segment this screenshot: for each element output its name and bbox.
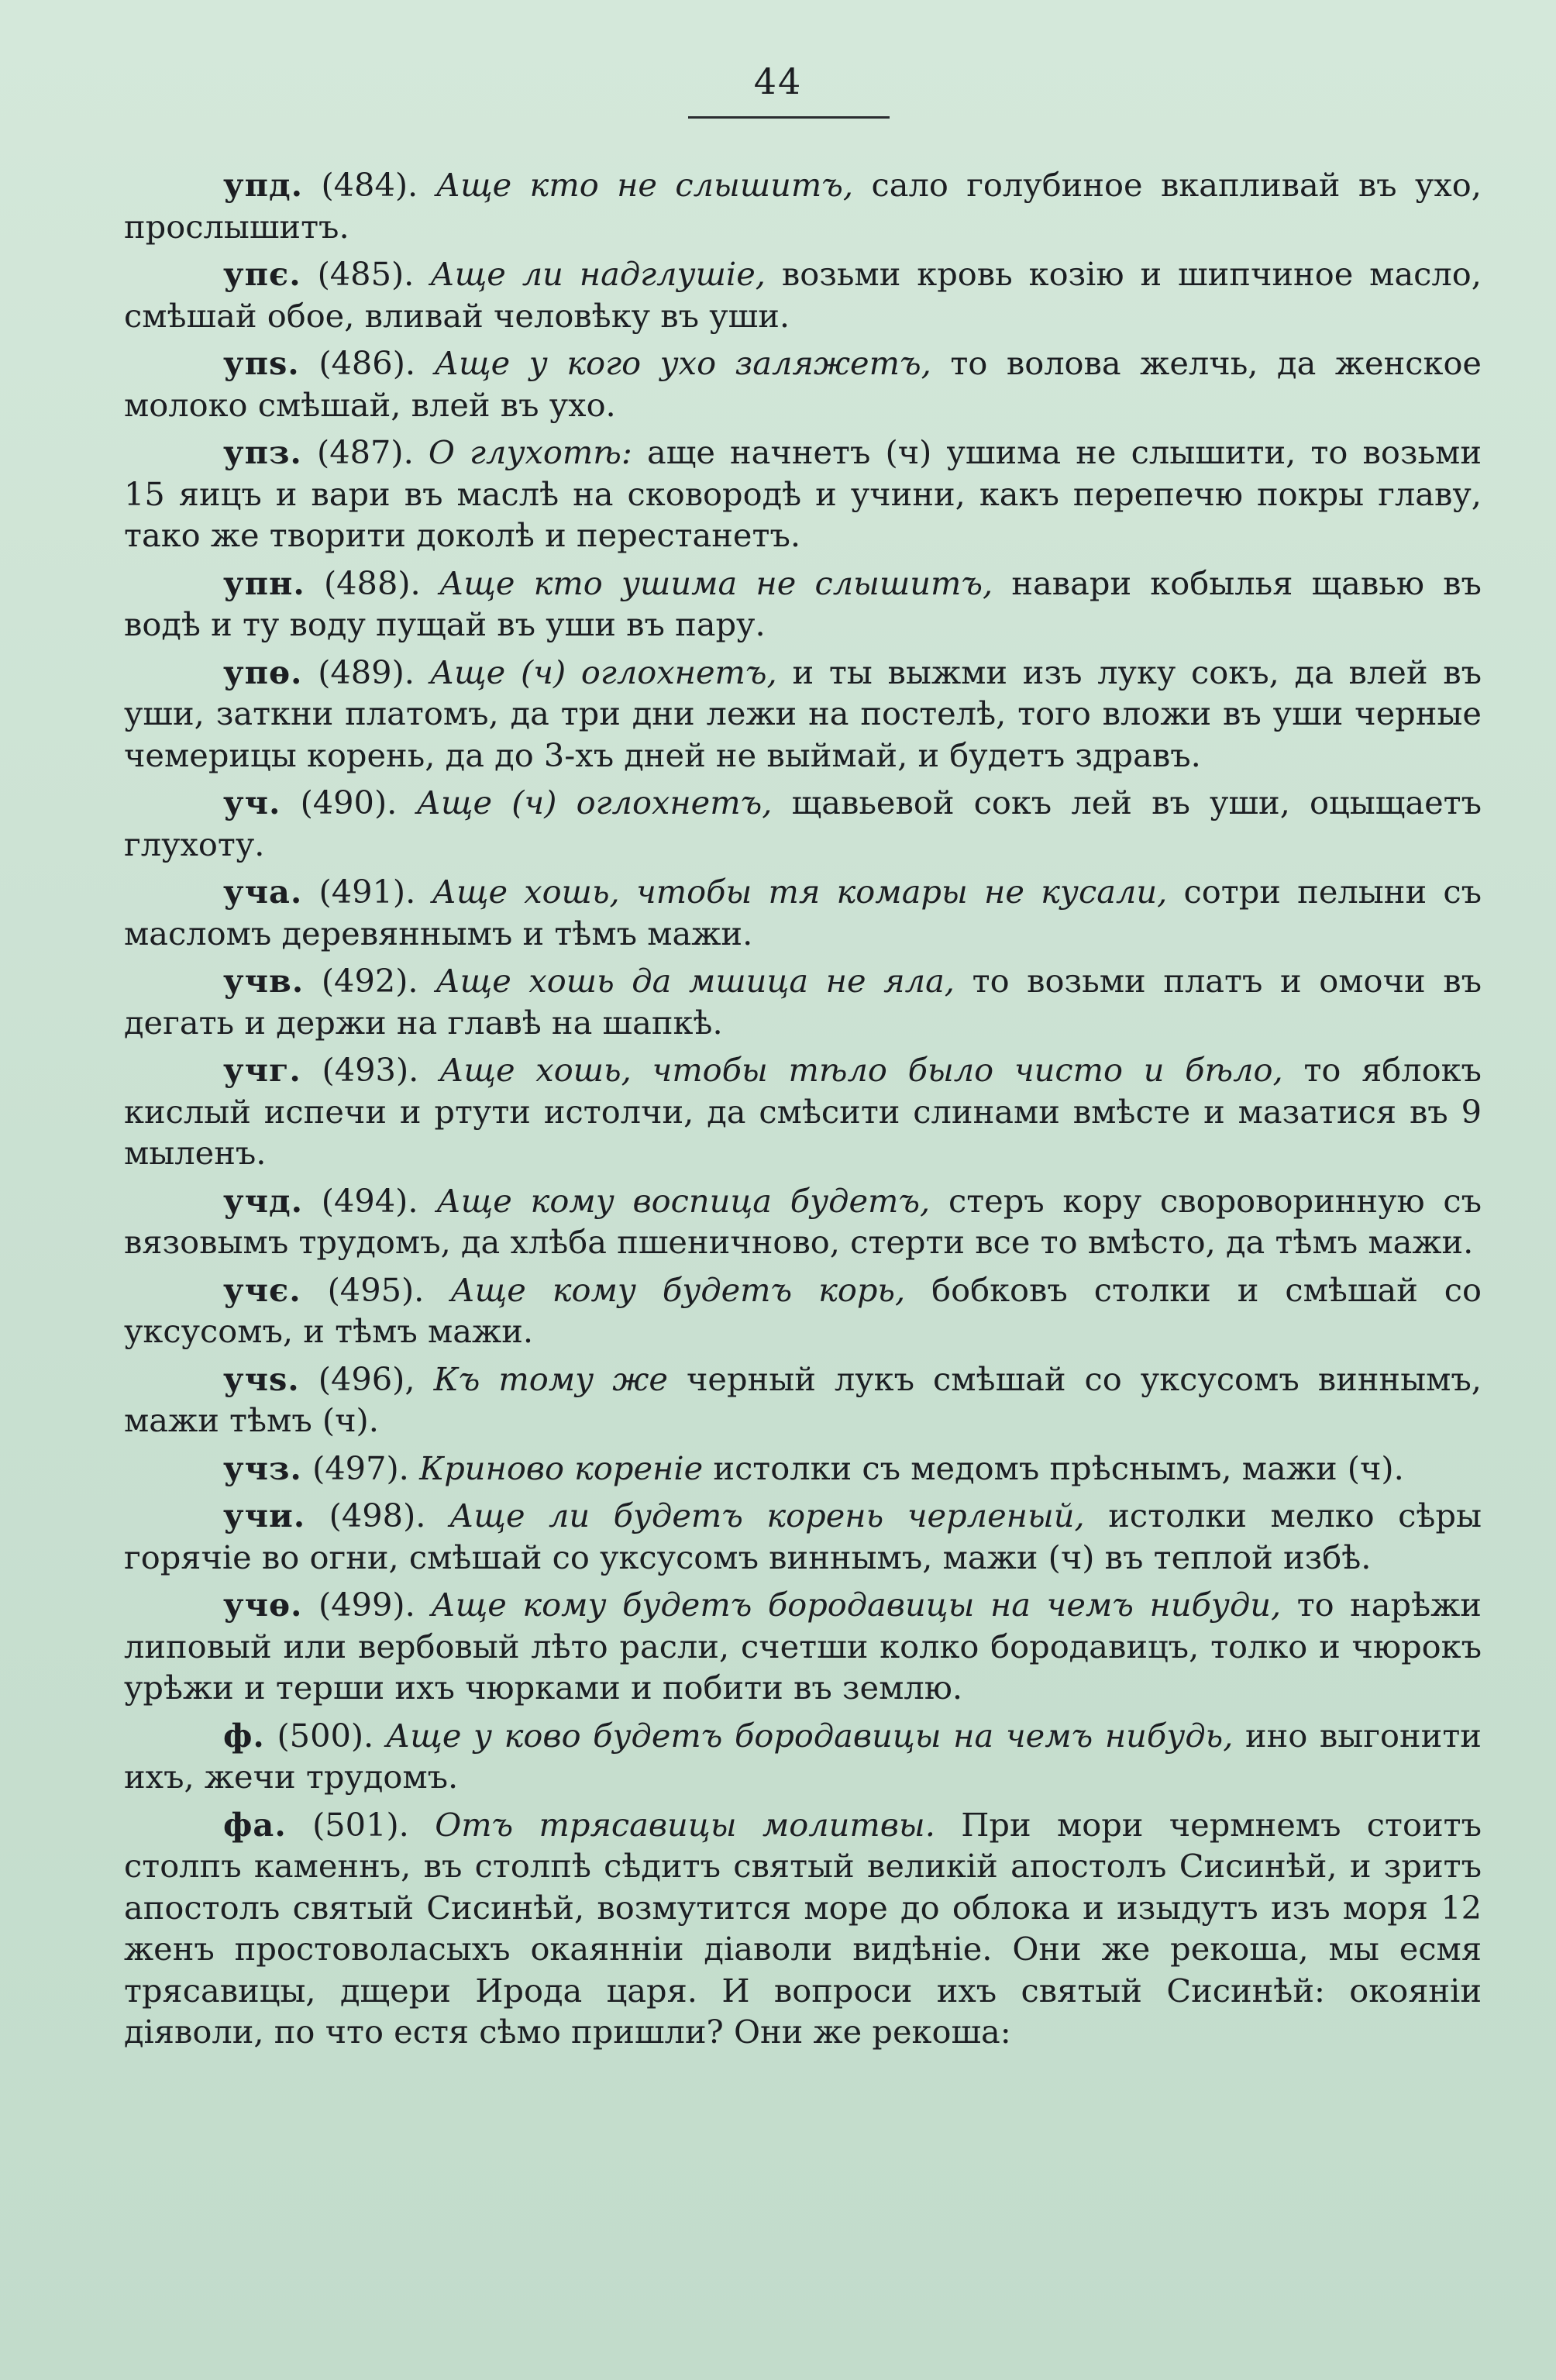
entry-number: учв. <box>223 962 305 1000</box>
entry-title: Аще кому будетъ корь, <box>450 1270 906 1309</box>
recipe-entry <box>124 1804 1482 2053</box>
entry-body: стеръ кору свороворинную съ вязовымъ трудомъ, да хлѣба пшеничново, стерти все то вмѣсто, да тѣмъ мажи. <box>124 1181 1482 1261</box>
entry-body: истолки съ медомъ прѣснымъ, мажи (ч). <box>713 1448 1404 1487</box>
entry-number: упн. <box>223 563 305 602</box>
entry-body: и ты выжми изъ луку сокъ, да влей въ уши, заткни платомъ, да три дни лежи на постелѣ, того вложи въ уши черные чемерицы корень, да до 3-хъ дней не выймай, и будетъ здравъ. <box>124 653 1482 774</box>
entry-number: учд. <box>223 1181 304 1220</box>
entry-body: аще начнетъ (ч) ушима не слышити, то возьми 15 яицъ и вари въ маслѣ на сковородѣ и учини, какъ перепечю покры главу, тако же творити доколѣ и перестанетъ. <box>124 433 1482 554</box>
recipe-entry <box>124 1359 1482 1441</box>
entry-reference: (491). <box>318 873 416 911</box>
entries-list <box>124 164 1482 2059</box>
entry-number: ф. <box>223 1716 265 1755</box>
recipe-entry <box>124 1180 1482 1263</box>
entry-reference: (485). <box>317 255 415 293</box>
entry-reference: (494). <box>321 1181 418 1220</box>
entry-title: Криново кореніе <box>419 1448 704 1487</box>
entry-body: то волова желчь, да женское молоко смѣшай, влей въ ухо. <box>124 344 1482 424</box>
entry-number: учз. <box>223 1448 302 1487</box>
entry-body: то яблокъ кислый испечи и ртути истолчи, да смѣсити слинами вмѣсте и мазатися въ 9 мыленъ. <box>124 1051 1482 1172</box>
entry-number: уч. <box>223 784 281 821</box>
recipe-entry <box>124 1269 1482 1352</box>
recipe-entry <box>124 1584 1482 1709</box>
recipe-entry <box>124 1448 1482 1490</box>
recipe-entry <box>124 343 1482 425</box>
entry-title: Аще (ч) оглохнетъ, <box>416 784 773 821</box>
entry-title: Аще (ч) оглохнетъ, <box>429 653 777 691</box>
entry-title: Аще кто не слышитъ, <box>435 166 854 204</box>
entry-reference: (488). <box>323 563 421 602</box>
entry-reference: (498). <box>329 1497 426 1534</box>
recipe-entry <box>124 960 1482 1043</box>
entry-title: Аще хошь, чтобы тѣло было чисто и бѣло, <box>439 1051 1283 1089</box>
entry-body: сало голубиное вкапливай въ ухо, прослышитъ. <box>124 166 1482 246</box>
entry-number: упѳ. <box>223 653 303 691</box>
entry-body: истолки мелко сѣры горячіе во огни, смѣшай со уксусомъ виннымъ, мажи (ч) въ теплой избѣ. <box>124 1497 1482 1576</box>
entry-number: упд. <box>223 166 304 204</box>
entry-reference: (501). <box>312 1805 409 1844</box>
recipe-entry <box>124 432 1482 556</box>
entry-body: то возьми платъ и омочи въ дегать и держи на главѣ на шапкѣ. <box>124 962 1482 1042</box>
entry-body: сотри пелыни съ масломъ деревяннымъ и тѣмъ мажи. <box>124 873 1482 952</box>
entry-number: учг. <box>223 1051 301 1089</box>
entry-title: О глухотѣ: <box>428 433 632 471</box>
entry-reference: (500). <box>277 1716 374 1755</box>
entry-number: учѳ. <box>223 1586 303 1624</box>
entry-reference: (487). <box>317 433 414 471</box>
entry-number: упз. <box>223 433 302 471</box>
recipe-entry <box>124 1049 1482 1174</box>
page-number: 44 <box>753 60 803 102</box>
entry-body: бобковъ столки и смѣшай со уксусомъ, и тѣмъ мажи. <box>124 1270 1482 1350</box>
entry-reference: (489). <box>318 653 415 691</box>
entry-reference: (484). <box>321 166 418 204</box>
entry-body: навари кобылья щавью въ водѣ и ту воду пущай въ уши въ пару. <box>124 563 1482 643</box>
entry-reference: (495). <box>327 1270 425 1309</box>
entry-reference: (497). <box>312 1448 409 1487</box>
entry-title: Аще кто ушима не слышитъ, <box>439 563 993 602</box>
entry-number: фа. <box>223 1805 287 1844</box>
entry-number: учѕ. <box>223 1359 300 1398</box>
entry-title: Аще хошь да мшица не яла, <box>435 962 955 1000</box>
entry-reference: (486). <box>318 344 416 382</box>
entry-reference: (492). <box>321 962 418 1000</box>
entry-title: Аще хошь, чтобы тя комары не кусали, <box>432 873 1168 911</box>
entry-title: Къ тому же <box>433 1359 668 1398</box>
recipe-entry <box>124 871 1482 954</box>
entry-reference: (496), <box>318 1359 415 1398</box>
entry-title: Аще у ково будетъ бородавицы на чемъ нибудь, <box>385 1716 1234 1755</box>
recipe-entry <box>124 652 1482 777</box>
entry-body: щавьевой сокъ лей въ уши, оцыщаетъ глухоту. <box>124 784 1482 863</box>
entry-title: Аще у кого ухо заляжетъ, <box>434 344 931 382</box>
header-rule <box>688 116 890 119</box>
entry-reference: (493). <box>322 1051 419 1089</box>
entry-title: Аще кому воспица будетъ, <box>436 1181 931 1220</box>
entry-body: черный лукъ смѣшай со уксусомъ виннымъ, мажи тѣмъ (ч). <box>124 1359 1482 1439</box>
recipe-entry <box>124 164 1482 247</box>
recipe-entry <box>124 782 1482 865</box>
entry-body: возьми кровь козію и шипчиное масло, смѣшай обое, вливай человѣку въ уши. <box>124 255 1482 335</box>
recipe-entry <box>124 563 1482 646</box>
entry-number: упє. <box>223 255 301 293</box>
entry-number: уча. <box>223 873 303 911</box>
entry-title: Аще ли будетъ корень черленый, <box>449 1497 1085 1534</box>
entry-number: учє. <box>223 1270 301 1309</box>
entry-title: Аще ли надглушіе, <box>430 255 766 293</box>
entry-title: Аще кому будетъ бородавицы на чемъ нибуди, <box>431 1586 1282 1624</box>
entry-title: Отъ трясавицы молитвы. <box>435 1805 935 1844</box>
entry-reference: (499). <box>318 1586 415 1624</box>
entry-number: упѕ. <box>223 344 300 382</box>
recipe-entry <box>124 1715 1482 1798</box>
recipe-entry <box>124 1495 1482 1578</box>
entry-reference: (490). <box>300 784 398 821</box>
entry-body: ино выгонити ихъ, жечи трудомъ. <box>124 1716 1482 1796</box>
entry-body: то нарѣжи липовый или вербовый лѣто расли, счетши колко бородавицъ, толко и чюрокъ урѣжи и терши ихъ чюрками и побити въ землю. <box>124 1586 1482 1707</box>
recipe-entry <box>124 253 1482 336</box>
entry-number: учи. <box>223 1497 306 1534</box>
entry-body: При мори чермнемъ стоитъ столпъ каменнъ, въ столпѣ сѣдитъ святый великій апостолъ Сисинѣй, и зритъ апостолъ святый Сисинѣй, возмутится море до облока и изыдутъ изъ моря 12 женъ простоволасыхъ окаянніи діаволи видѣніе. Они же рекоша, мы есмя трясавицы, дщери Ирода царя. И вопроси ихъ святый Сисинѣй: окояніи діяволи, по что естя сѣмо пришли? Они же рекоша: <box>124 1805 1482 2051</box>
